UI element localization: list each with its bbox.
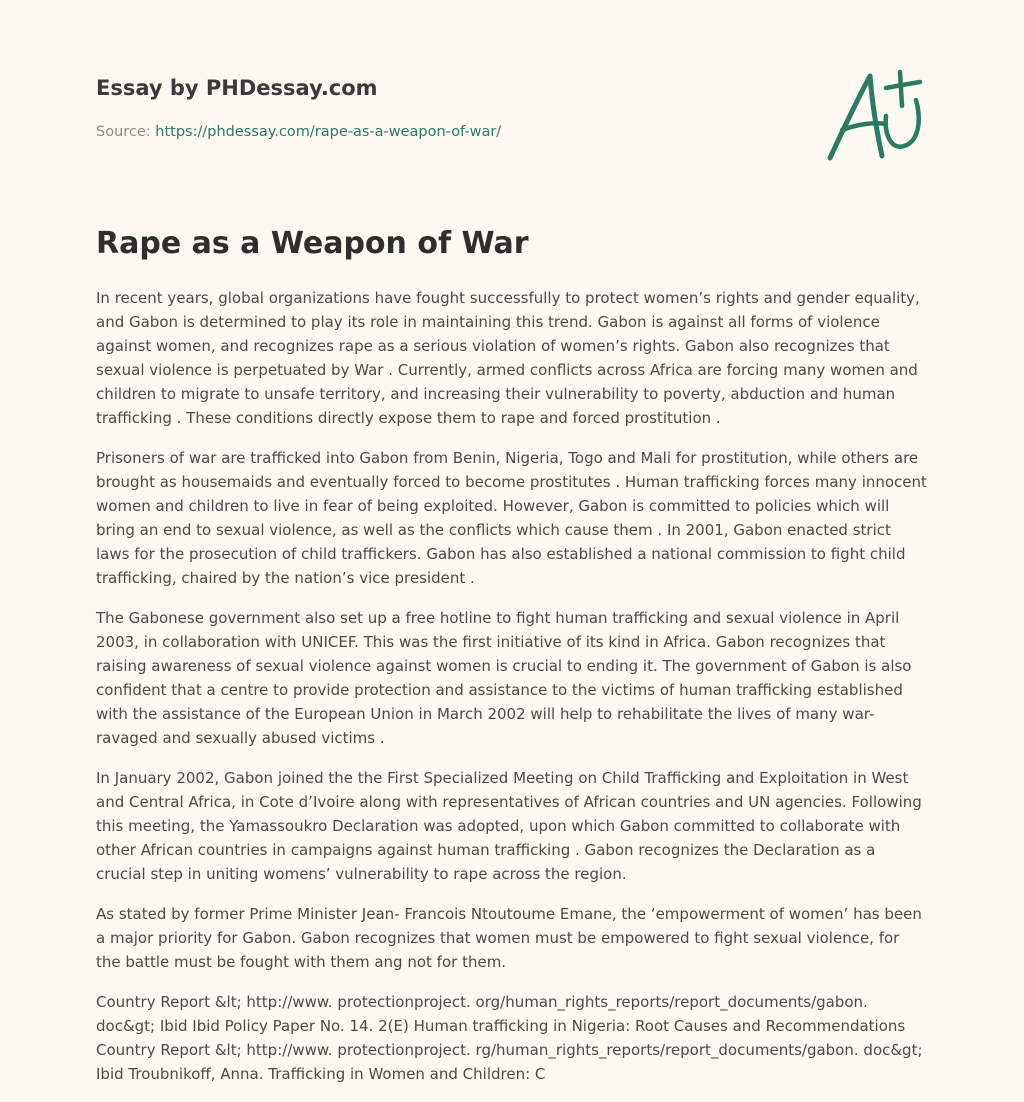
essay-paragraph: Prisoners of war are trafficked into Gabon from Benin, Nigeria, Togo and Mali for prostitution, while others are brought as housemaids and eventually forced to become prostitutes . Human trafficking forces many innocent women and children to live in fear of being exploited. However, Gabon is committed to policies which will bring an end to sexual violence, as well as the conflicts which cause them . In 2001, Gabon enacted strict laws for the prosecution of child traffickers. Gabon has also established a national commission to fight child trafficking, chaired by the nation’s vice president .: [96, 449, 927, 587]
source-line: [96, 124, 501, 140]
essay-paragraph: In recent years, global organizations have fought successfully to protect women’s rights and gender equality, and Gabon is determined to play its role in maintaining this trend. Gabon is against all forms of violence against women, and recognizes rape as a serious violation of women’s rights. Gabon also recognizes that sexual violence is perpetuated by War . Currently, armed conflicts across Africa are forcing many women and children to migrate to unsafe territory, and increasing their vulnerability to poverty, abduction and human trafficking . These conditions directly expose them to rape and forced prostitution .: [96, 289, 920, 427]
essay-title: Rape as a Weapon of War: [96, 226, 529, 261]
essay-paragraph: As stated by former Prime Minister Jean- Francois Ntoutoume Emane, the ‘empowerment of women’ has been a major priority for Gabon. Gabon recognizes that women must be empowered to fight sexual violence, for the battle must be fought with them ang not for them.: [96, 905, 922, 971]
source-label: Source:: [96, 124, 156, 140]
essay-paragraph: The Gabonese government also set up a free hotline to fight human trafficking and sexual violence in April 2003, in collaboration with UNICEF. This was the first initiative of its kind in Africa. Gabon recognizes that raising awareness of sexual violence against women is crucial to ending it. The government of Gabon is also confident that a centre to provide protection and assistance to the victims of human trafficking established with the assistance of the European Union in March 2002 will help to rehabilitate the lives of many war-ravaged and sexually abused victims .: [96, 609, 912, 747]
a-plus-logo-icon: [824, 66, 928, 166]
source-link[interactable]: https://phdessay.com/rape-as-a-weapon-of-war/: [155, 124, 502, 140]
references-paragraph: Country Report &lt; http://www. protectionproject. org/human_rights_reports/report_documents/gabon. doc&gt; Ibid Ibid Policy Paper No. 14. 2(E) Human trafficking in Nigeria: Root Causes and Recommendations Country Report &lt; http://www. protectionproject. rg/human_rights_reports/report_documents/gabon. doc&gt; Ibid Troubnikoff, Anna. Trafficking in Women and Children: C: [96, 993, 923, 1083]
essay-body: [96, 286, 928, 1102]
essay-paragraph: In January 2002, Gabon joined the the First Specialized Meeting on Child Trafficking and Exploitation in West and Central Africa, in Cote d’Ivoire along with representatives of African countries and UN agencies. Following this meeting, the Yamassoukro Declaration was adopted, upon which Gabon committed to collaborate with other African countries in campaigns against human trafficking . Gabon recognizes the Declaration as a crucial step in uniting womens’ vulnerability to rape across the region.: [96, 769, 922, 883]
site-title: Essay by PHDessay.com: [96, 76, 378, 100]
